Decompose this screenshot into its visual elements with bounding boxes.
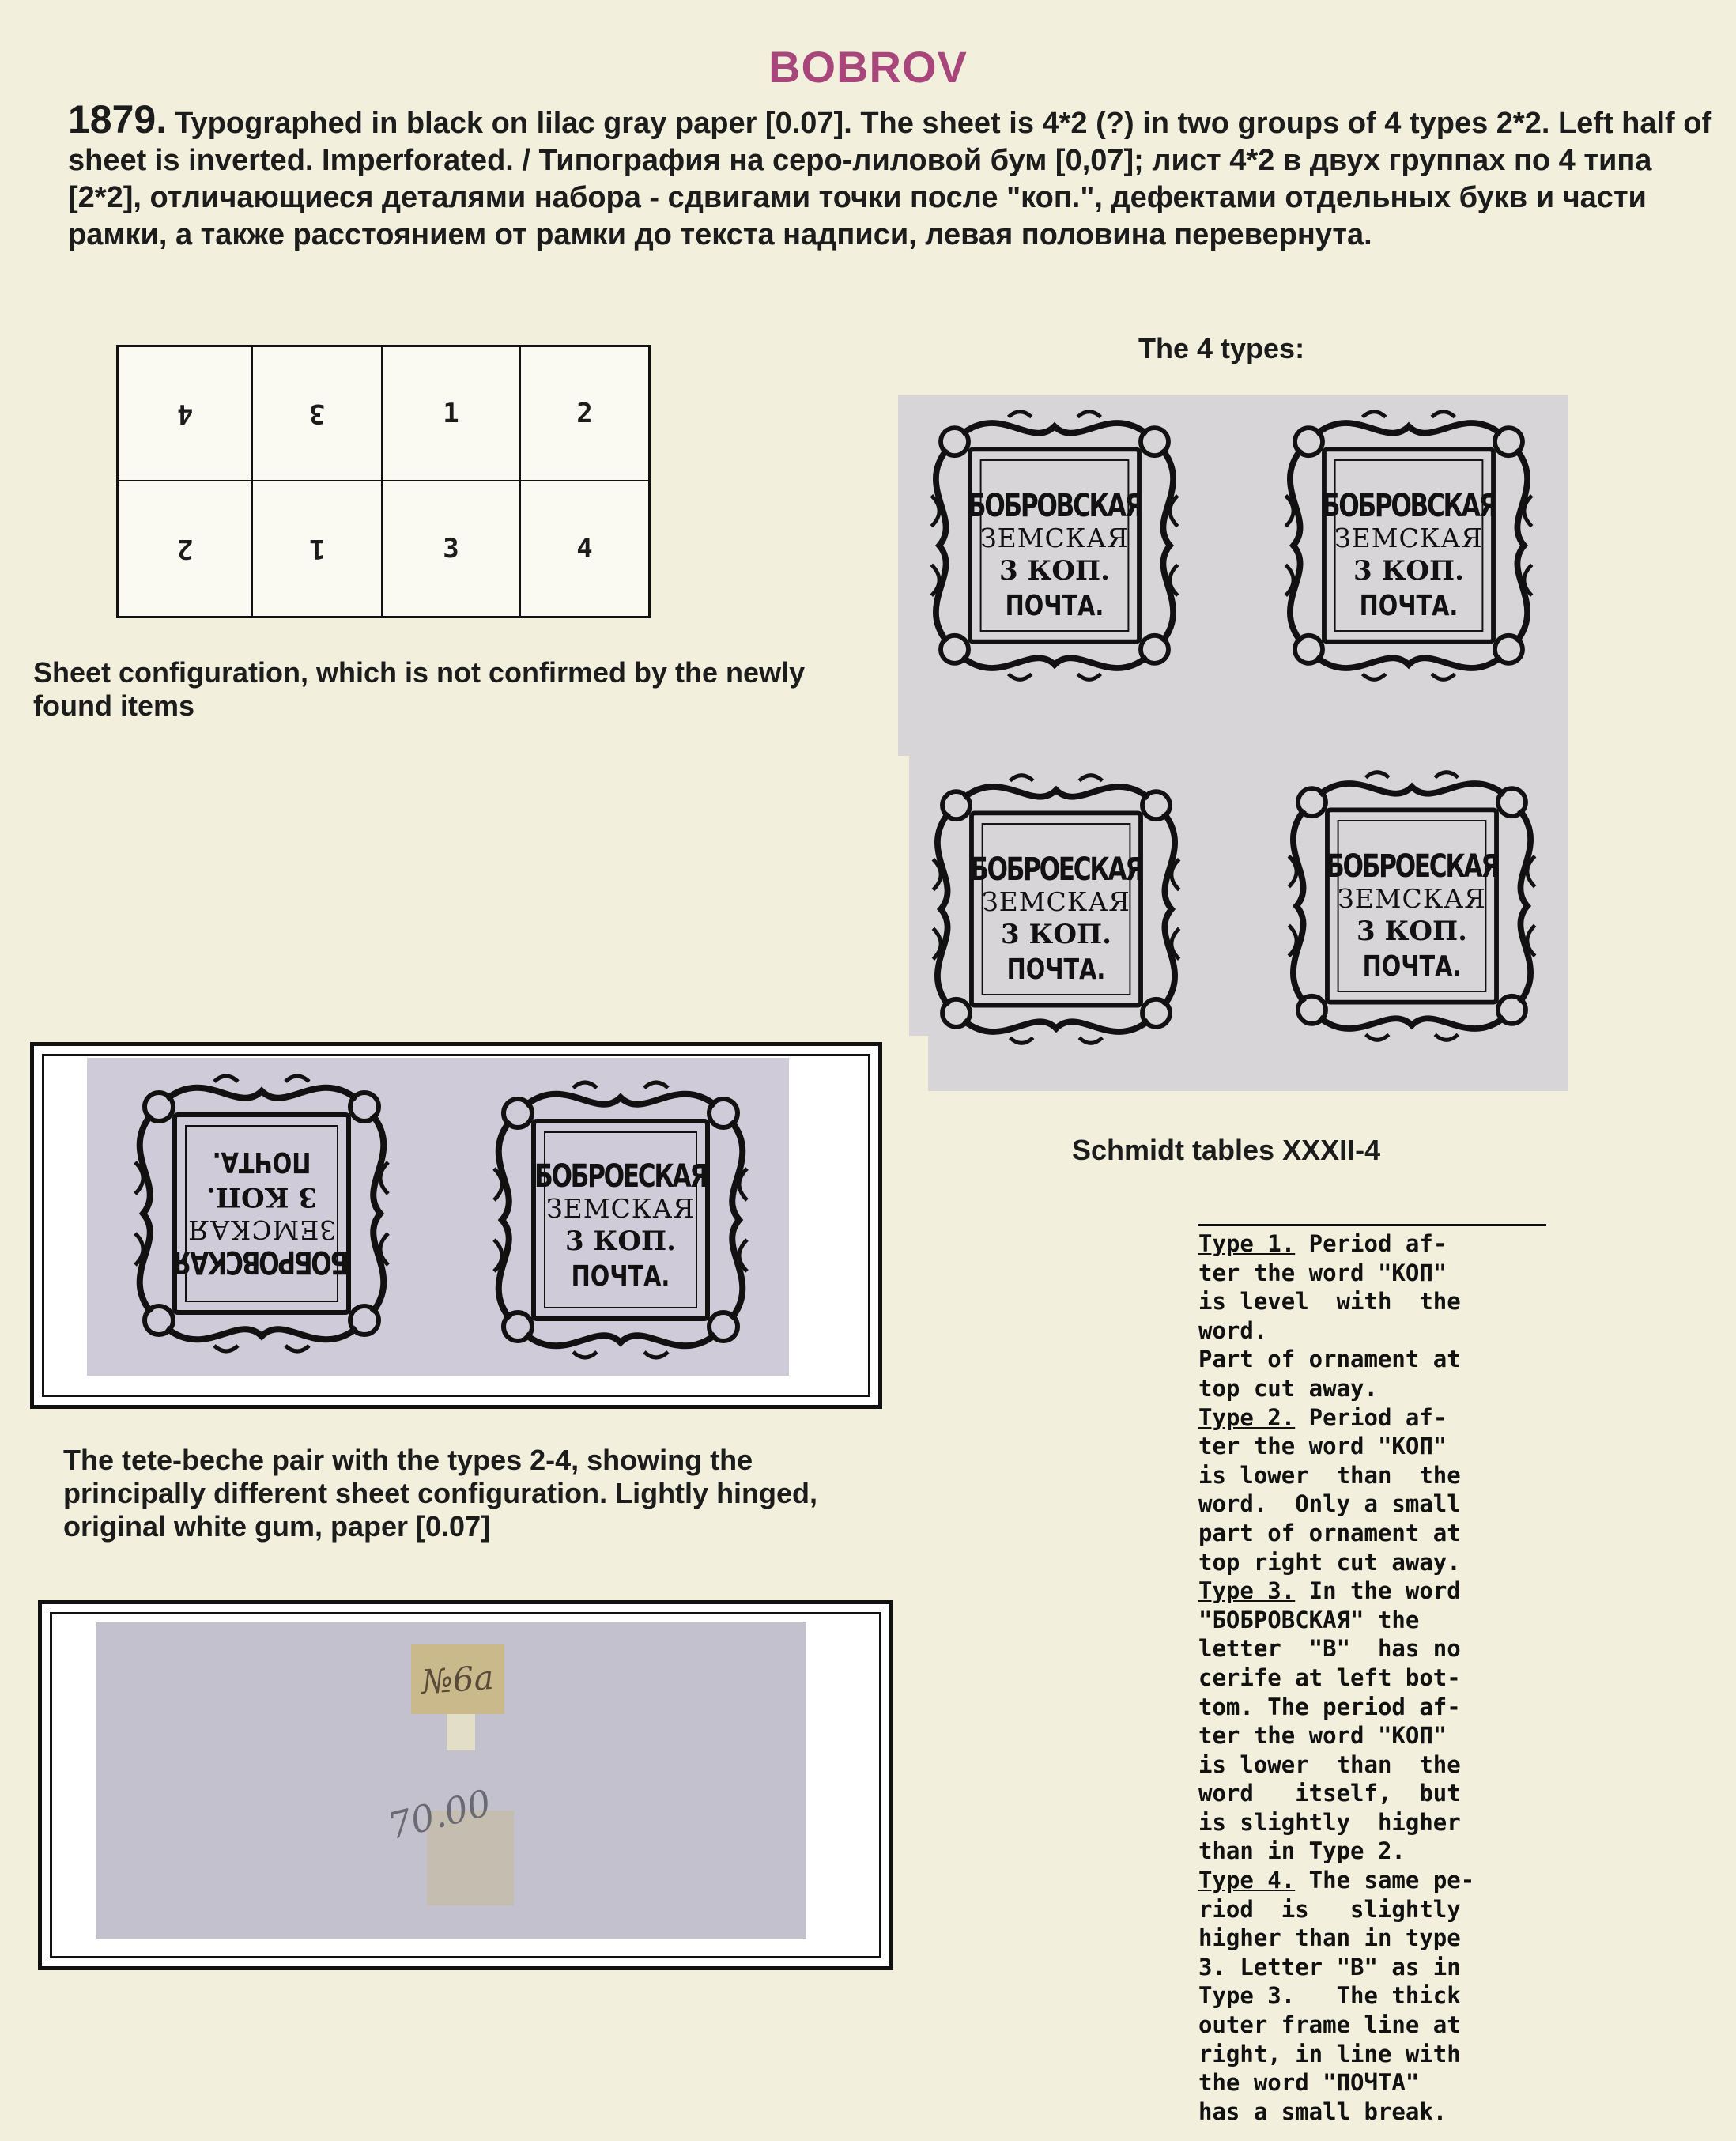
sheet-cell: 1 — [253, 481, 383, 616]
note-line — [1198, 1837, 1546, 1866]
note-text: right, in line with — [1198, 2040, 1461, 2067]
note-text: ter the word "КОП" — [1198, 1722, 1447, 1750]
stamp-type-2: БОБРОВСКАЯ ЗЕМСКАЯ 3 КОП. ПОЧТА. — [1266, 403, 1551, 688]
note-text: "БОБРОВСКАЯ" the — [1198, 1606, 1420, 1633]
note-text: Part of ornament at — [1198, 1346, 1461, 1373]
sheet-cell: 2 — [521, 347, 648, 481]
note-text: top cut away. — [1198, 1374, 1378, 1402]
sheet-cell: 3 — [253, 347, 383, 481]
note-line — [1198, 1924, 1546, 1953]
sheet-cell: 1 — [383, 347, 521, 481]
note-text: Period af- — [1295, 1403, 1447, 1431]
schmidt-caption: Schmidt tables XXXII-4 — [1072, 1134, 1381, 1166]
note-text: is level with the — [1198, 1288, 1461, 1316]
note-line — [1198, 2098, 1546, 2127]
note-line — [1198, 1895, 1546, 1924]
note-line — [1198, 1374, 1546, 1403]
stamp-type-3: БОБРОЕСКАЯ ЗЕМСКАЯ 3 КОП. ПОЧТА. — [914, 767, 1198, 1052]
note-text: The same pe- — [1295, 1867, 1475, 1894]
sheet-cell: 4 — [576, 533, 593, 565]
sheet-configuration-grid — [116, 345, 651, 618]
note-line — [1198, 2011, 1546, 2040]
note-line — [1198, 1519, 1546, 1548]
note-text: top right cut away. — [1198, 1548, 1461, 1576]
note-type-label: Type 3. — [1198, 1577, 1296, 1605]
note-line — [1198, 1229, 1546, 1259]
note-line — [1198, 1663, 1546, 1693]
note-text: is lower than the — [1198, 1750, 1461, 1778]
note-text: the word "ПОЧТА" — [1198, 2069, 1420, 2097]
note-line — [1198, 1750, 1546, 1780]
pair-paper — [87, 1058, 789, 1376]
note-text: cerife at left bot- — [1198, 1663, 1461, 1691]
note-text: 3. Letter "B" as in — [1198, 1953, 1461, 1981]
sheet-cell: 4 — [119, 347, 253, 481]
stamp-type-4: БОБРОЕСКАЯ ЗЕМСКАЯ 3 КОП. ПОЧТА. — [1270, 764, 1554, 1048]
sheet-cell: 3 — [383, 481, 521, 616]
note-type-label: Type 1. — [1198, 1230, 1296, 1257]
note-line — [1198, 1866, 1546, 1895]
note-line — [1198, 1606, 1546, 1635]
note-type-label: Type 2. — [1198, 1403, 1296, 1431]
note-line — [1198, 1548, 1546, 1577]
note-text: part of ornament at — [1198, 1519, 1461, 1546]
note-line — [1198, 2040, 1546, 2069]
note-line — [1198, 1316, 1546, 1346]
note-text: In the word — [1295, 1577, 1461, 1605]
intro-year: 1879. — [68, 97, 168, 142]
back-label: №6a — [411, 1644, 504, 1714]
sheet-cell: 2 — [119, 481, 253, 616]
back-price-note: 70.00 — [383, 1780, 496, 1848]
note-text: word. Only a small — [1198, 1490, 1461, 1518]
note-line — [1198, 1287, 1546, 1316]
page-title: BOBROV — [768, 42, 968, 92]
note-text: has a small break. — [1198, 2098, 1447, 2125]
note-text: higher than in type — [1198, 1924, 1461, 1952]
stamp-type-1: БОБРОВСКАЯ ЗЕМСКАЯ 3 КОП. ПОЧТА. — [912, 403, 1197, 688]
note-text: Type 3. The thick — [1198, 1982, 1461, 2010]
note-text: than in Type 2. — [1198, 1837, 1406, 1865]
note-line — [1198, 1693, 1546, 1722]
note-line — [1198, 1634, 1546, 1663]
type-notes — [1198, 1224, 1546, 2126]
note-line — [1198, 1576, 1546, 1606]
sheet-caption: Sheet configuration, which is not confirmed by the newly found items — [33, 656, 806, 722]
note-line — [1198, 1490, 1546, 1519]
hinge-strip — [447, 1714, 475, 1750]
intro-paragraph — [68, 97, 1712, 254]
stamp-upright: БОБРОЕСКАЯ ЗЕМСКАЯ 3 КОП. ПОЧТА. — [474, 1074, 767, 1366]
note-line — [1198, 1953, 1546, 1982]
note-text: ter the word "КОП" — [1198, 1259, 1447, 1286]
note-line — [1198, 1808, 1546, 1837]
note-text: is slightly higher — [1198, 1808, 1461, 1836]
note-line — [1198, 1461, 1546, 1490]
note-line — [1198, 1345, 1546, 1374]
note-line — [1198, 1432, 1546, 1461]
types-heading: The 4 types: — [1138, 332, 1305, 364]
note-line — [1198, 1259, 1546, 1288]
note-text: riod is slightly — [1198, 1895, 1461, 1923]
note-line — [1198, 1403, 1546, 1433]
note-text: word itself, but — [1198, 1780, 1461, 1807]
note-line — [1198, 1721, 1546, 1750]
note-text: Period af- — [1295, 1230, 1447, 1257]
note-text: word. — [1198, 1316, 1268, 1344]
note-text: letter "В" has no — [1198, 1635, 1461, 1663]
note-text: is lower than the — [1198, 1461, 1461, 1489]
stamp-inverted: БОБРОВСКАЯ ЗЕМСКАЯ 3 КОП. ПОЧТА. — [115, 1067, 408, 1360]
note-line — [1198, 1779, 1546, 1808]
pair-caption: The tete-beche pair with the types 2-4, showing the principally different sheet configuration. Lightly hinged, original white gum, paper [0.07] — [63, 1444, 818, 1543]
note-line — [1198, 1981, 1546, 2011]
note-type-label: Type 4. — [1198, 1867, 1296, 1894]
note-text: ter the word "КОП" — [1198, 1433, 1447, 1460]
types-image — [898, 395, 1568, 1091]
intro-text: Typographed in black on lilac gray paper [0.07]. The sheet is 4*2 (?) in two groups of 4 types 2*2. Left half of sheet is inverted. Imperforated. / Типография на серо-лиловой бум [0,07]; лист 4*2 в двух группах по 4 типа [2*2], отличающиеся деталями набора - сдвигами точки после "коп.", дефектами отдельных букв и части рамки, а также расстоянием от рамки до текста надписи, левая половина перевернута. — [68, 107, 1712, 251]
note-text: tom. The period af- — [1198, 1693, 1461, 1720]
note-line — [1198, 2068, 1546, 2098]
note-text: outer frame line at — [1198, 2011, 1461, 2039]
